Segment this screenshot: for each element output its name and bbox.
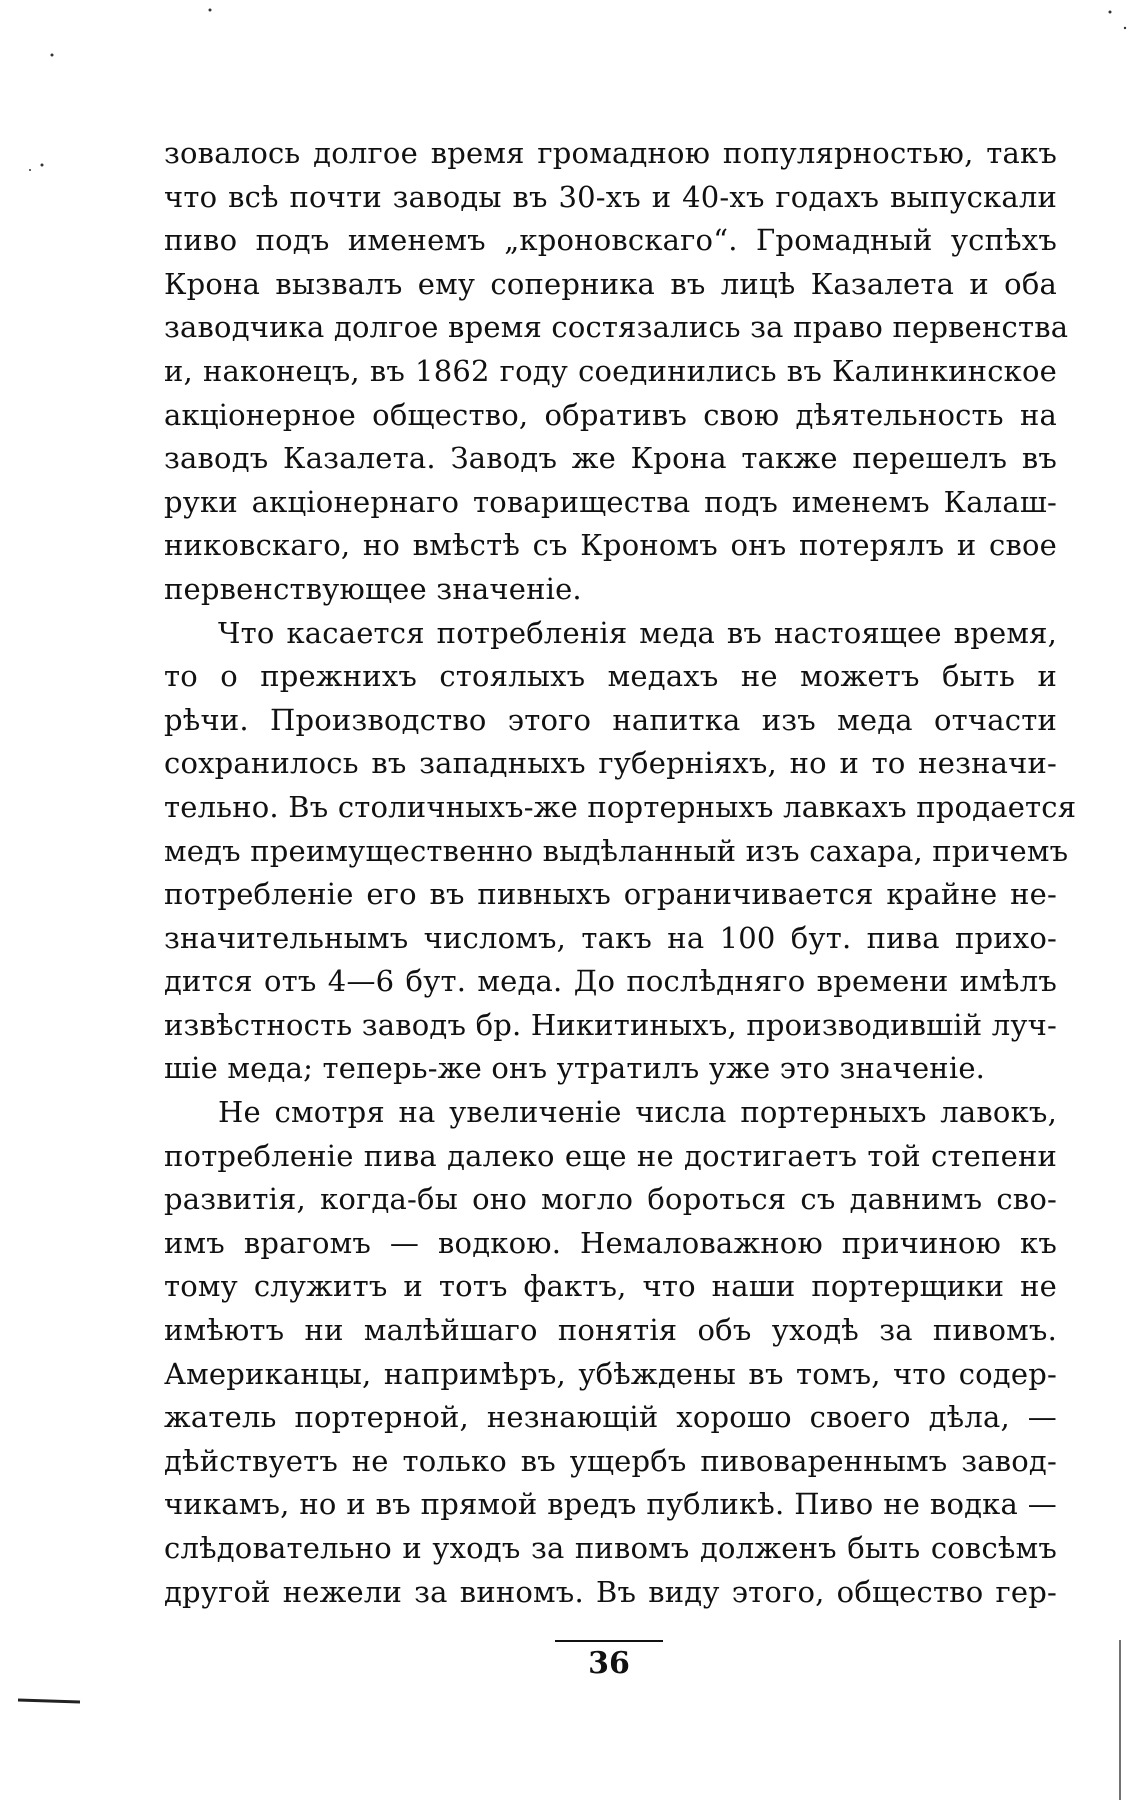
- text-line: значительнымъ числомъ, такъ на 100 бут. пива прихо-: [164, 920, 1057, 955]
- text-line: рѣчи. Производство этого напитка изъ меда отчасти: [164, 702, 1057, 737]
- text-line: имъ врагомъ — водкою. Немаловажною причиною къ: [164, 1225, 1057, 1260]
- text-line: имѣютъ ни малѣйшаго понятія объ уходѣ за пивомъ.: [164, 1313, 1057, 1348]
- text-line: слѣдовательно и уходъ за пивомъ долженъ быть совсѣмъ: [164, 1531, 1057, 1565]
- paragraph-end-line: первенствующее значеніе.: [164, 571, 582, 606]
- text-line: и, наконецъ, въ 1862 году соединились въ Калинкинское: [164, 353, 1057, 388]
- text-line: акціонерное общество, обративъ свою дѣятельность на: [164, 397, 1057, 432]
- text-line: Американцы, напримѣръ, убѣждены въ томъ, что содер-: [164, 1356, 1057, 1391]
- text-line: дится отъ 4—6 бут. меда. До послѣдняго времени имѣлъ: [164, 964, 1057, 999]
- text-line: чикамъ, но и въ прямой вредъ публикѣ. Пиво не водка —: [164, 1487, 1057, 1522]
- text-line: пиво подъ именемъ „кроновскаго“. Громадный успѣхъ: [164, 223, 1057, 258]
- text-line: заводъ Казалета. Заводъ же Крона также перешелъ въ: [164, 441, 1057, 476]
- text-line: потребленіе его въ пивныхъ ограничивается крайне не-: [164, 877, 1057, 912]
- text-line: потребленіе пива далеко еще не достигаетъ той степени: [164, 1138, 1057, 1173]
- text-line: дѣйствуетъ не только въ ущербъ пивовареннымъ завод-: [164, 1443, 1057, 1478]
- body-text: [164, 132, 1077, 1614]
- page-number: 36: [588, 1646, 630, 1681]
- text-line: зовалось долгое время громадною популярностью, такъ: [164, 136, 1057, 170]
- text-line: развитія, когда-бы оно могло бороться съ давнимъ сво-: [164, 1182, 1057, 1217]
- paragraph-start-line: Не смотря на увеличеніе числа портерныхъ лавокъ,: [218, 1095, 1057, 1130]
- text-line: медъ преимущественно выдѣланный изъ сахара, причемъ: [164, 833, 1069, 868]
- text-line: тельно. Въ столичныхъ-же портерныхъ лавкахъ продается: [164, 789, 1077, 824]
- text-line: заводчика долгое время состязались за право первенства: [164, 310, 1069, 345]
- text-line: жатель портерной, незнающій хорошо своего дѣла, —: [164, 1400, 1057, 1435]
- text-line: то о прежнихъ стоялыхъ медахъ не можетъ быть и: [164, 659, 1057, 694]
- page-number-rule: [555, 1640, 663, 1642]
- text-line: руки акціонернаго товарищества подъ именемъ Калаш-: [164, 484, 1057, 519]
- text-line: Крона вызвалъ ему соперника въ лицѣ Казалета и оба: [164, 266, 1057, 301]
- text-line: сохранилось въ западныхъ губерніяхъ, но и то незначи-: [164, 746, 1057, 781]
- text-line: что всѣ почти заводы въ 30-хъ и 40-хъ годахъ выпускали: [164, 179, 1057, 214]
- text-line: никовскаго, но вмѣстѣ съ Крономъ онъ потерялъ и свое: [164, 528, 1057, 563]
- text-line: другой нежели за виномъ. Въ виду этого, общество гер-: [164, 1574, 1057, 1609]
- paragraph-end-line: шіе меда; теперь-же онъ утратилъ уже это значеніе.: [164, 1051, 986, 1086]
- paragraph-start-line: Что касается потребленія меда въ настоящее время,: [218, 615, 1057, 650]
- text-line: тому служитъ и тотъ фактъ, что наши портерщики не: [164, 1269, 1057, 1304]
- text-line: извѣстность заводъ бр. Никитиныхъ, производившій луч-: [164, 1007, 1057, 1042]
